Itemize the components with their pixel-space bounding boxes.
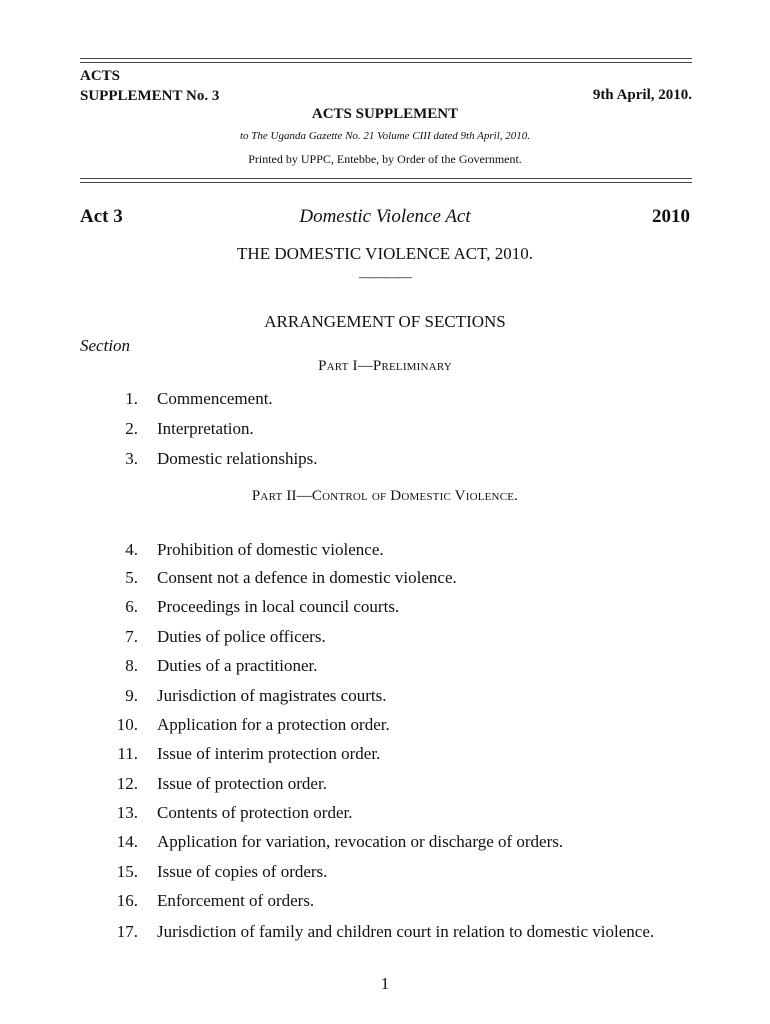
page-number: 1 — [380, 974, 390, 993]
section-number: 9. — [125, 686, 138, 705]
act-title: THE DOMESTIC VIOLENCE ACT, 2010. — [237, 244, 533, 263]
printer-notice: Printed by UPPC, Entebbe, by Order of the Government. — [248, 152, 522, 166]
section-title: Issue of protection order. — [157, 774, 327, 793]
section-title: Jurisdiction of family and children court in relation to domestic violence. — [157, 922, 655, 941]
section-title: Application for a protection order. — [157, 715, 390, 734]
header-bottom-rule-1 — [80, 178, 692, 179]
publication-date: 9th April, 2010. — [592, 87, 692, 103]
section-title: Application for variation, revocation or discharge of orders. — [157, 832, 564, 851]
header-bottom-rule-2 — [80, 182, 692, 183]
supplement-title: ACTS SUPPLEMENT — [311, 106, 459, 122]
act-number: Act 3 — [80, 206, 123, 227]
section-number: 3. — [125, 449, 138, 468]
section-number: 6. — [125, 597, 138, 616]
act-running-title: Domestic Violence Act — [299, 206, 471, 227]
section-column-label: Section — [80, 336, 131, 355]
gazette-reference: to The Uganda Gazette No. 21 Volume CIII dated 9th April, 2010. — [239, 130, 531, 142]
part-heading: Part I—Preliminary — [318, 358, 452, 374]
section-number: 14. — [116, 832, 138, 851]
section-number: 8. — [125, 656, 138, 675]
title-separator: ———— — [359, 270, 411, 285]
part-heading: Part II—Control of Domestic Violence. — [251, 488, 519, 504]
acts-label: ACTS — [80, 68, 121, 84]
section-title: Jurisdiction of magistrates courts. — [157, 686, 387, 705]
arrangement-heading: ARRANGEMENT OF SECTIONS — [264, 312, 506, 331]
section-title: Consent not a defence in domestic violence. — [157, 568, 457, 587]
top-rule-1 — [80, 58, 692, 59]
section-number: 11. — [117, 744, 138, 763]
supplement-header — [80, 66, 219, 106]
section-number: 10. — [116, 715, 138, 734]
section-number: 15. — [116, 862, 138, 881]
section-title: Issue of copies of orders. — [157, 862, 328, 881]
section-title: Enforcement of orders. — [157, 891, 315, 910]
section-title: Issue of interim protection order. — [157, 744, 381, 763]
top-rule-2 — [80, 62, 692, 63]
section-number: 17. — [116, 922, 138, 941]
section-number: 5. — [125, 568, 138, 587]
section-number: 12. — [116, 774, 138, 793]
section-number: 4. — [125, 540, 138, 559]
section-number: 13. — [116, 803, 138, 822]
section-title: Prohibition of domestic violence. — [157, 540, 384, 559]
section-title: Domestic relationships. — [157, 449, 318, 468]
section-title: Duties of a practitioner. — [157, 656, 318, 675]
section-number: 2. — [125, 419, 138, 438]
act-year: 2010 — [652, 206, 690, 227]
section-title: Interpretation. — [157, 419, 254, 438]
section-number: 1. — [125, 389, 138, 408]
section-number: 16. — [116, 891, 138, 910]
section-title: Duties of police officers. — [157, 627, 326, 646]
section-title: Contents of protection order. — [157, 803, 353, 822]
section-number: 7. — [125, 627, 138, 646]
section-title: Proceedings in local council courts. — [157, 597, 400, 616]
supplement-number: SUPPLEMENT No. 3 — [80, 88, 220, 104]
section-title: Commencement. — [157, 389, 273, 408]
